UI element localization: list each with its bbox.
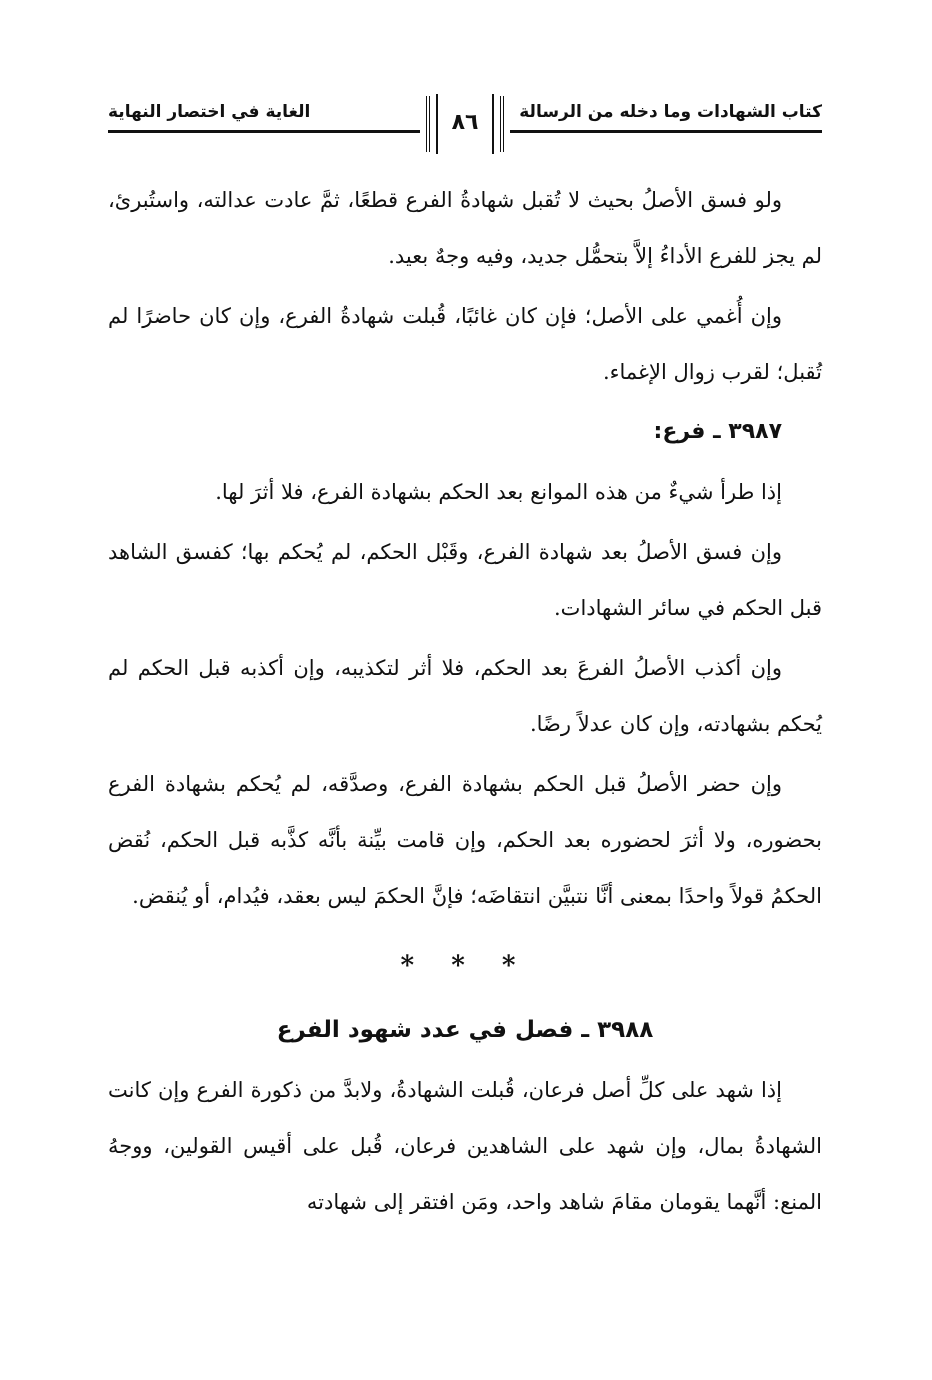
section-separator: * * * bbox=[400, 951, 530, 981]
paragraph: إذا شهد على كلِّ أصل فرعان، قُبلت الشهادةُ، ولابدَّ من ذكورة الفرع وإن كانت الشهادةُ بمال، وإن شهد على الشاهدين فرعان، قُبل على أقيس القولين، ووجهُ المنع: أنَّهما يقومان مقامَ شاهد واحد، ومَن افتقر إلى شهادته bbox=[108, 1078, 822, 1214]
paragraph: وإن أُغمي على الأصل؛ فإن كان غائبًا، قُبلت شهادةُ الفرع، وإن كان حاضرًا لم تُقبل؛ لقرب زوال الإغماء. bbox=[108, 304, 822, 384]
running-header bbox=[108, 96, 822, 156]
paragraph: وإن أكذب الأصلُ الفرعَ بعد الحكم، فلا أثر لتكذيبه، وإن أكذبه قبل الحكم لم يُحكم بشهادته، وإن كان عدلاً رضًا. bbox=[108, 656, 822, 736]
book-title: كتاب الشهادات وما دخله من الرسالة bbox=[519, 102, 822, 122]
page-number: ٨٦ bbox=[451, 110, 479, 135]
paragraph: ولو فسق الأصلُ بحيث لا تُقبل شهادةُ الفرع قطعًا، ثمَّ عادت عدالته، واستُبرئ، لم يجز للفرع الأداءُ إلاَّ بتحمُّل جديد، وفيه وجهٌ بعيد. bbox=[108, 188, 822, 268]
header-rule-left bbox=[108, 130, 420, 133]
subsection-heading: ٣٩٨٧ ـ فرع: bbox=[653, 419, 782, 444]
paragraph: وإن حضر الأصلُ قبل الحكم بشهادة الفرع، وصدَّقه، لم يُحكم بشهادة الفرع بحضوره، ولا أثرَ لحضوره بعد الحكم، وإن قامت بيِّنة بأنَّه كذَّبه قبل الحكم، نُقض الحكمُ قولاً واحدًا بمعنى أنَّا نتبيَّن انتقاضَه؛ فإنَّ الحكمَ ليس بعقد، فيُدام، أو يُنقض. bbox=[108, 772, 822, 908]
page-body bbox=[108, 172, 822, 1234]
section-title: ٣٩٨٨ ـ فصل في عدد شهود الفرع bbox=[276, 1017, 654, 1043]
work-title: الغاية في اختصار النهاية bbox=[108, 102, 311, 122]
page-number-frame bbox=[426, 96, 504, 152]
paragraph: وإن فسق الأصلُ بعد شهادة الفرع، وقَبْل الحكم، لم يُحكم بها؛ كفسق الشاهد قبل الحكم في سائر الشهادات. bbox=[108, 540, 822, 620]
header-rule-right bbox=[510, 130, 822, 133]
paragraph: إذا طرأ شيءٌ من هذه الموانع بعد الحكم بشهادة الفرع، فلا أثرَ لها. bbox=[215, 480, 782, 504]
